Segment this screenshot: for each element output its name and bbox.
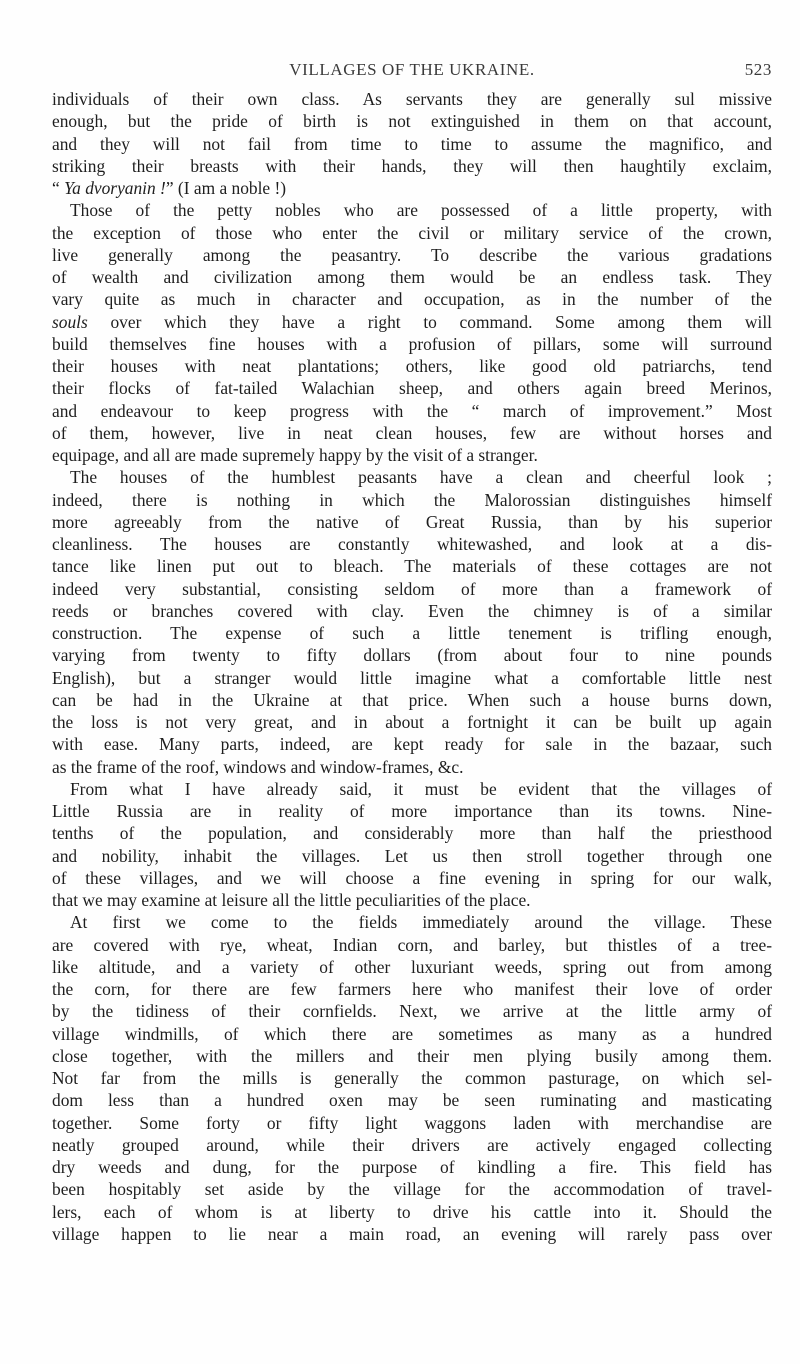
text-line: that we may examine at leisure all the little peculiarities of the place. — [52, 890, 531, 910]
text-line: village happen to lie near a main road, an evening will rarely pass over — [52, 1223, 772, 1244]
text-line: striking their breasts with their hands, they will then haughtily exclaim, — [52, 155, 772, 176]
body-text — [52, 88, 772, 1245]
text-line: dry weeds and dung, for the purpose of kindling a fire. This field has — [52, 1157, 772, 1177]
text-line: reeds or branches covered with clay. Even the chimney is of a similar — [52, 600, 772, 621]
italic-phrase: souls — [52, 311, 88, 332]
text-line: their flocks of fat-tailed Walachian sheep, and others again breed Merinos, — [52, 378, 772, 399]
text-line: neatly grouped around, while their drivers are actively engaged collecting — [52, 1134, 772, 1155]
text-line: can be had in the Ukraine at that price. When such a house burns down, — [52, 689, 772, 710]
text-line: like altitude, and a variety of other luxuriant weeds, spring out from among — [52, 956, 772, 977]
text-line: more agreeably from the native of Great Russia, than by his superior — [52, 511, 772, 532]
text-line: individuals of their own class. As servants they are generally sul missive — [52, 89, 772, 109]
running-head — [52, 60, 772, 84]
text-line: of these villages, and we will choose a fine evening in spring for our walk, — [52, 867, 772, 888]
text-line: are covered with rye, wheat, Indian corn, and barley, but thistles of a tree- — [52, 934, 772, 955]
text-line: cleanliness. The houses are constantly whitewashed, and look at a dis- — [52, 534, 772, 554]
text-line: Not far from the mills is generally the common pasturage, on which sel- — [52, 1068, 772, 1088]
text-line: indeed, there is nothing in which the Malorossian distinguishes himself — [52, 489, 772, 510]
paragraph-start-line: Those of the petty nobles who are possessed of a little property, with — [70, 200, 772, 221]
text-line: build themselves fine houses with a profusion of pillars, some will surround — [52, 333, 772, 354]
text-line: varying from twenty to fifty dollars (from about four to nine pounds — [52, 645, 772, 666]
text-line: with ease. Many parts, indeed, are kept ready for sale in the bazaar, such — [52, 734, 772, 755]
text-line: of them, however, live in neat clean houses, few are without horses and — [52, 422, 772, 443]
text-line: Little Russia are in reality of more importance than its towns. Nine- — [52, 801, 772, 821]
text-line: together. Some forty or fifty light waggons laden with merchandise are — [52, 1112, 772, 1133]
text-line: construction. The expense of such a little tenement is trifling enough, — [52, 623, 772, 643]
text-line: been hospitably set aside by the village for the accommodation of travel- — [52, 1179, 772, 1200]
text-line: of wealth and civilization among them would be an endless task. They — [52, 267, 772, 287]
page-number: 523 — [744, 60, 772, 79]
text-line: equipage, and all are made supremely happy by the visit of a stranger. — [52, 445, 538, 465]
text-line: vary quite as much in character and occupation, as in the number of the — [52, 289, 772, 310]
text-line: and they will not fail from time to time to assume the magnifico, and — [52, 133, 772, 154]
italic-phrase: Ya dvoryanin ! — [64, 178, 166, 198]
text-line: tenths of the population, and considerably more than half the priesthood — [52, 823, 772, 844]
text-line: the loss is not very great, and in about a fortnight it can be built up again — [52, 712, 772, 732]
text-line: “ Ya dvoryanin !” (I am a noble !) — [52, 178, 287, 198]
text-line: tance like linen put out to bleach. The materials of these cottages are not — [52, 556, 772, 577]
text-line: village windmills, of which there are sometimes as many as a hundred — [52, 1023, 772, 1044]
text-line: close together, with the millers and their men plying busily among them. — [52, 1045, 772, 1066]
paragraph-start-line: From what I have already said, it must be evident that the villages of — [70, 778, 772, 799]
text-line: English), but a stranger would little imagine what a comfortable little nest — [52, 667, 772, 688]
text-line: the exception of those who enter the civil or military service of the crown, — [52, 222, 772, 243]
text-line: as the frame of the roof, windows and window-frames, &c. — [52, 756, 464, 777]
text-line: indeed very substantial, consisting seldom of more than a framework of — [52, 578, 772, 599]
paragraph-start-line: The houses of the humblest peasants have a clean and cheerful look ; — [70, 467, 772, 488]
text-line: by the tidiness of their cornfields. Next, we arrive at the little army of — [52, 1001, 772, 1022]
text-line: and nobility, inhabit the villages. Let us then stroll together through one — [52, 845, 772, 866]
text-line: lers, each of whom is at liberty to drive his cattle into it. Should the — [52, 1201, 772, 1222]
running-title: VILLAGES OF THE UKRAINE. — [289, 60, 535, 79]
text-line: enough, but the pride of birth is not extinguished in them on that account, — [52, 111, 772, 132]
text-line: souls over which they have a right to command. Some among them will — [52, 311, 772, 332]
paragraph-start-line: At first we come to the fields immediately around the village. These — [70, 912, 772, 933]
text-line: dom less than a hundred oxen may be seen ruminating and masticating — [52, 1090, 772, 1111]
text-line: the corn, for there are few farmers here who manifest their love of order — [52, 979, 772, 999]
text-line: live generally among the peasantry. To describe the various gradations — [52, 244, 772, 265]
text-line: their houses with neat plantations; others, like good old patriarchs, tend — [52, 356, 772, 376]
text-line: and endeavour to keep progress with the “ march of improvement.” Most — [52, 400, 772, 421]
